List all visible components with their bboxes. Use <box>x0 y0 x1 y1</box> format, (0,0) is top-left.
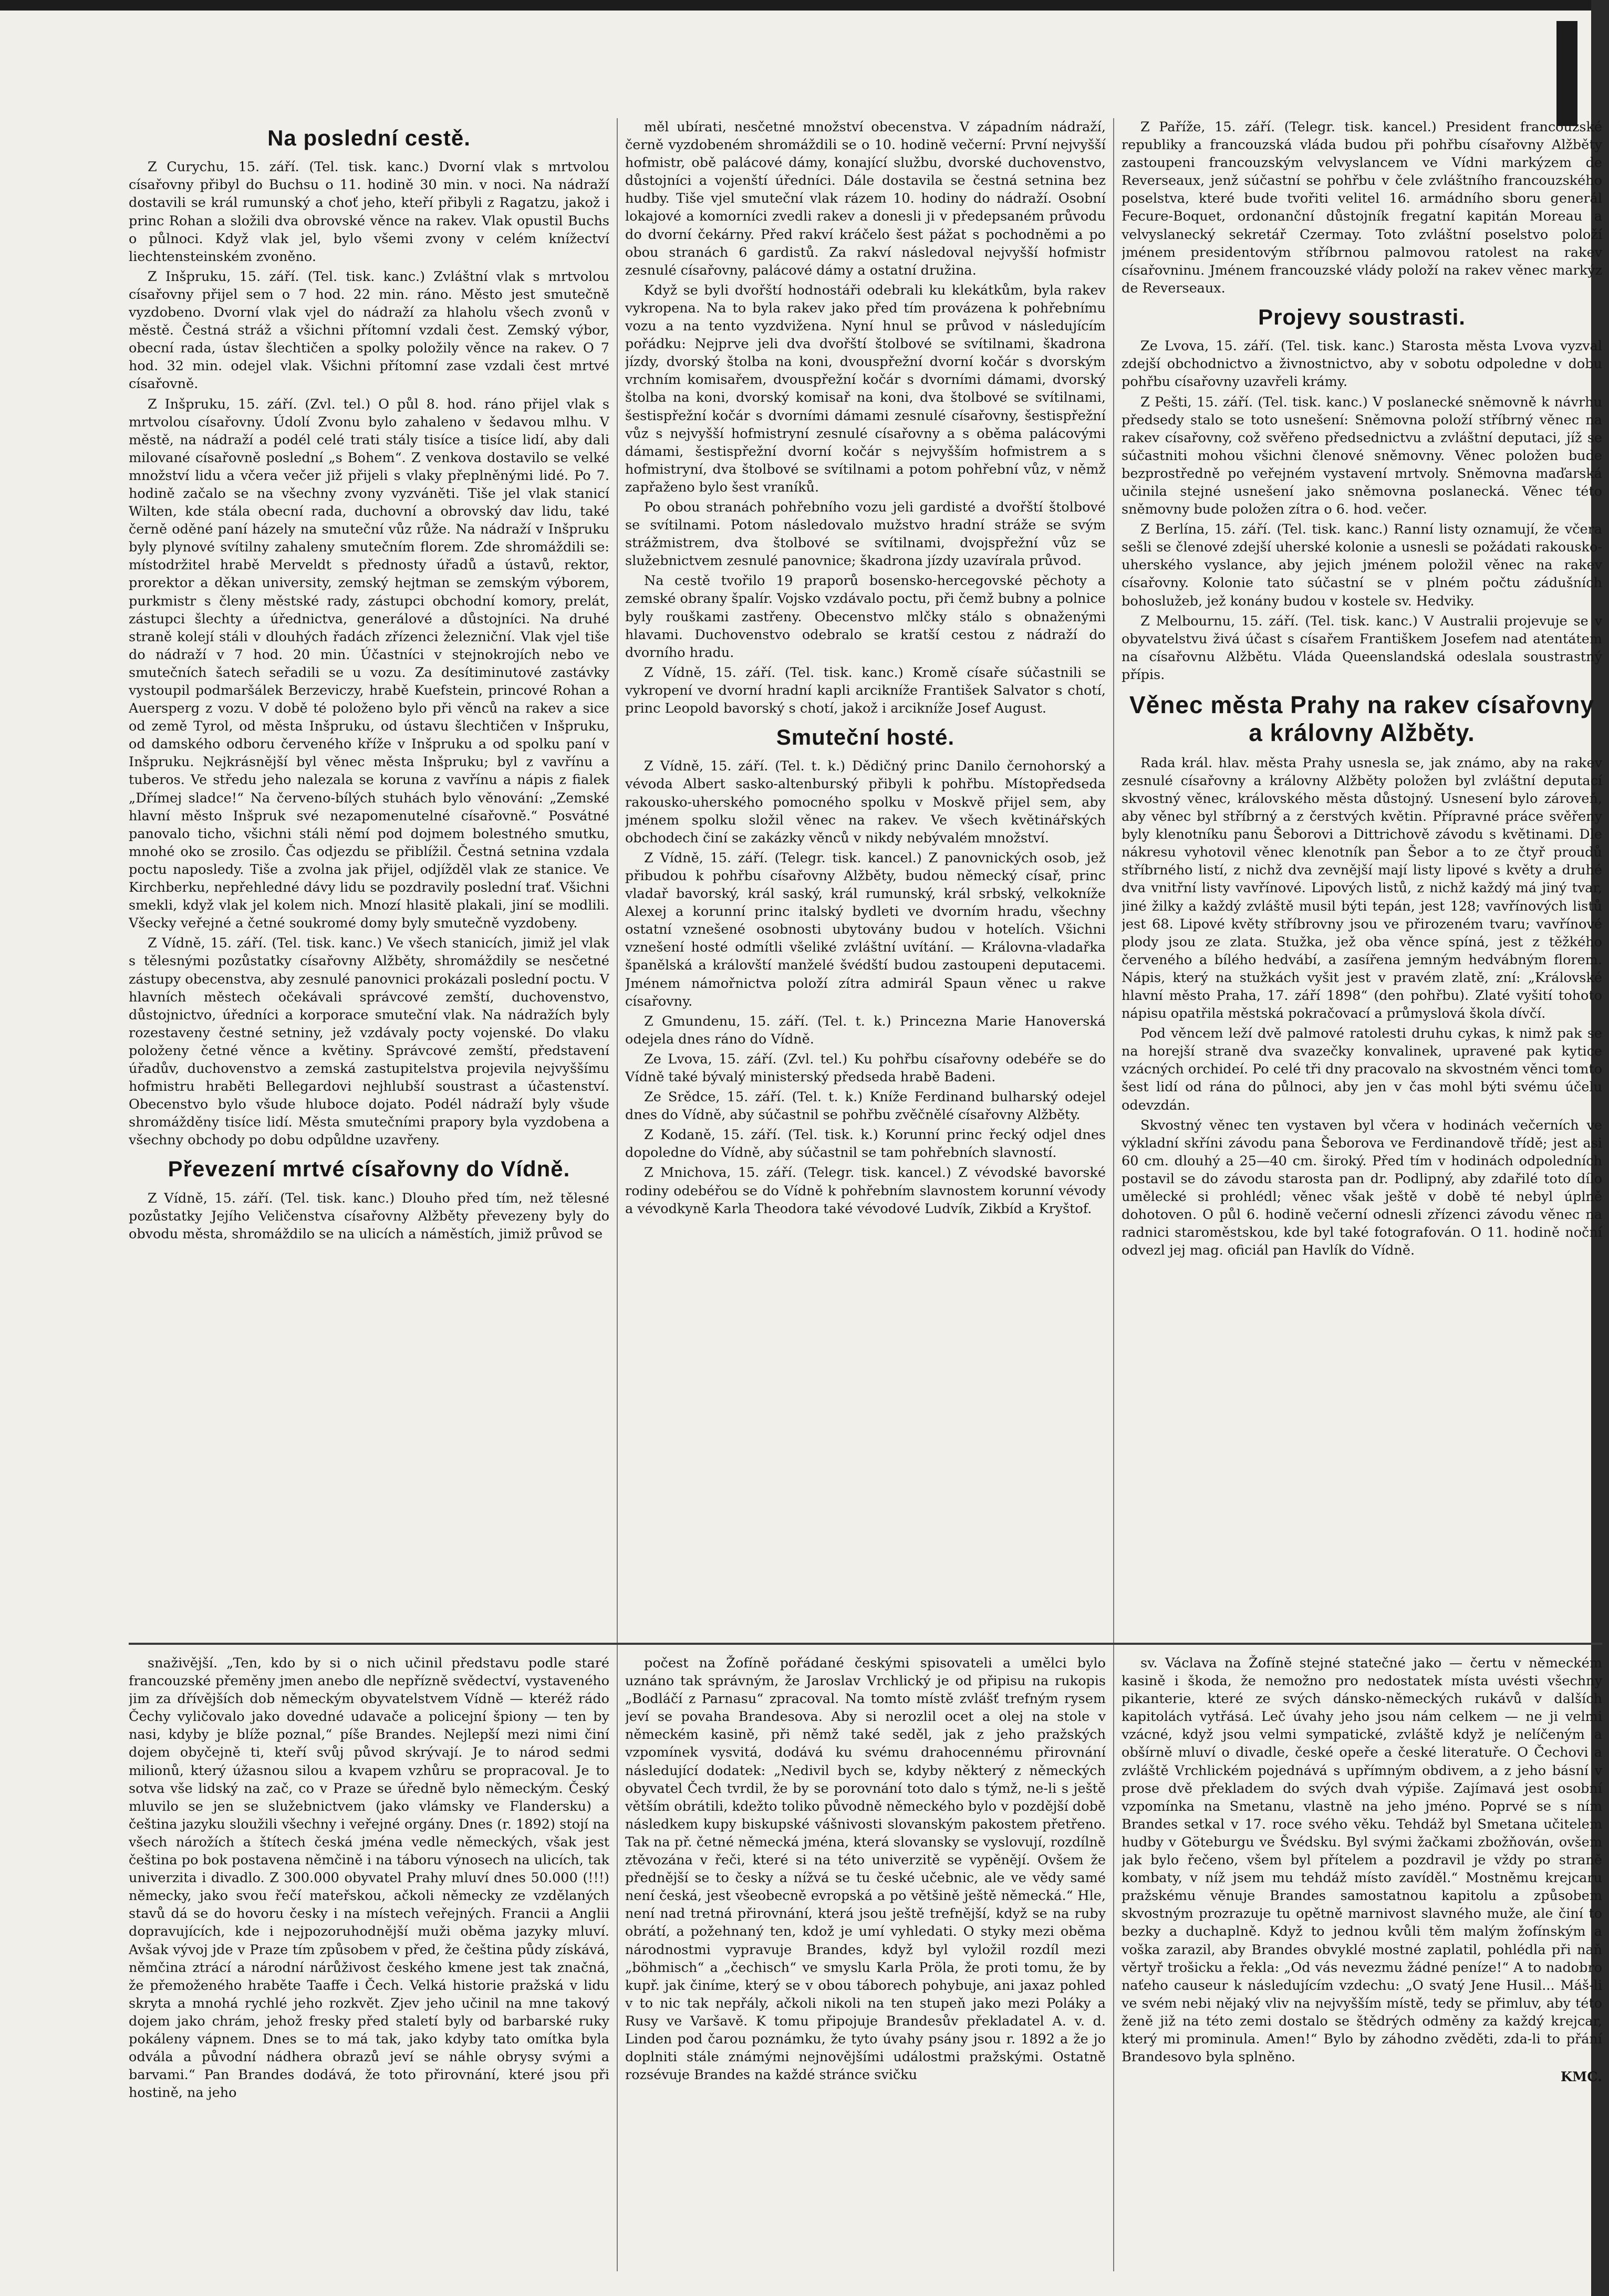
article-paragraph: Z Paříže, 15. září. (Telegr. tisk. kancel.) President francouzské republiky a francouzská vláda budou při pohřbu císařovny Alžběty zastoupeni francouzským velvyslancem ve Vídni markýzem de Reverseaux, jenž súčastní se pohřbu v čele zvláštního francouzského poselstva, které bude tvořiti velitel 16. armádního sboru generál Fecure-Boquet, ordonanční důstojník fregatní kapitán Moreau a velvyslanecký sekretář Czermay. Toto zvláštní poselstvo položí jménem presidentovým stříbrnou palmovou ratolest na rakev císařovninu. Jménem francouzské vlády položí na rakev věnec markýz de Reverseaux. <box>1122 119 1602 296</box>
article-paragraph: Z Gmundenu, 15. září. (Tel. t. k.) Princezna Marie Hanoverská odejela dnes ráno do Vídně. <box>625 1013 1106 1047</box>
feuilleton-paragraph: počest na Žofíně pořádané českými spisovateli a umělci bylo uznáno tak správným, že Jaroslav Vrchlický je od připisu na rukopis „Bodláčí z Parnasu“ zpracoval. Na tomto místě zvlášť trefným rysem jeví se povaha Brandesova. Aby si nerozlil ocet a olej na stole v německém kasině, při němž také seděl, jak z jeho pražských vzpomínek vysvitá, dodává ku svému drahocennému přirovnání následující dodatek: „Nedivil bych se, kdyby některý z německých obyvatel Čech tvrdil, že by se porovnání toto dalo s týmž, ne-li s ještě větším obrátili, kdežto toliko původně německého bylo v pozdější době následkem kupy biskupské vášnivosti slovanským pakostem přetřeno. Tak na př. četné německá jména, která slovansky se vyslovují, rozdílně ztěvozána v řeči, které si na této univerzitě se vypěnějí. Ovšem že přednější se to česky a nížvá se tu české učebnic, ale ve vědy samé není česká, jest všeobecně evropská a po většině ještě německá.“ Hle, není nad tretná přirovnání, která jsou ještě trefnější, když se na ruby obrátí, a požehnaný ten, kdož je umí vyhledati. O styky mezi oběma národnostmi vypravuje Brandes, když byl vyložil rozdíl mezi „böhmisch“ a „čechisch“ ve smyslu Karla Pröla, že proti tomu, že by kupř. jak činíme, který se v obou táborech pohybuje, ani jaxaz pohled v to nic tak nepřály, ačkoli nikoli na ten stupeň jako mezi Poláky a Rusy ve Varšavě. K tomu připojuje Brandesův překladatel A. v. d. Linden pod čarou poznámku, že tyto úvahy psány jsou r. 1892 a že jo doplniti stále známými nejnovějšími událostmi pražskými. Ostatně rozsévuje Brandes na každé stránce svičku <box>625 1655 1106 2083</box>
article-paragraph: Ze Lvova, 15. září. (Tel. tisk. kanc.) Starosta města Lvova vyzval zdejší obchodnictvo a živnostnictvo, aby v sobotu odpoledne v dobu pohřbu císařovny uzavřeli krámy. <box>1122 338 1602 390</box>
author-signature: KMC. <box>1560 2069 1602 2085</box>
article-paragraph: Rada král. hlav. města Prahy usnesla se, jak známo, aby na rakev zesnulé císařovny a královny Alžběty položen byl zvláštní deputací skvostný věnec, královského města důstojný. Usnesení bylo zároveň, aby věnec byl stříbrný a z čerstvých květin. Přípravné práce svěřeny byly klenotníku panu Šeborovi a Dittrichově závodu s květinami. Dle nákresu vyhotovil věnec klenotník pan Šebor a to ze čtyř proudů stříbrného listí, z nichž dva zevnější mají listy lipové s květy a druhé dva vnitřní listy vavřínové. Lipových listů, z nichž každý má jiný tvar, jiné žilky a každý zvláště musil býti tepán, jest 128; vavřínových listů jest 68. Lipové květy stříbrovny jsou ve přirozeném tvaru; vavřínové plody jsou ze zlata. Stužka, jež oba věnce spíná, jest z těžkého červeného a bílého hedvábí, a zasířena jemným hedvábným florem. Nápis, který na stužkách vyšit jest v pravém zlatě, zní: „Královské hlavní město Praha, 17. září 1898“ (den pohřbu). Zlaté vyšití tohoto nápisu opatřila městská pokračovací a průmyslová škola dívčí. <box>1122 755 1602 1022</box>
article-paragraph: měl ubírati, nesčetné množství obecenstva. V západním nádraží, černě vyzdobeném shromáždili se o 10. hodině večerní: První nejvyšší hofmistr, obě palácové dámy, konající službu, dvorské duchovenstvo, důstojníci a vojenští úředníci. Dále dostavila se čestná setnina bez hudby. Tiše vjel smuteční vlak rázem 10. hodiny do nádraží. Osobní lokajové a komorníci zvedli rakev a donesli ji v předepsaném průvodu do dvorní čekárny. Před rakví kráčelo šest pážat s pochodněmi a po obou stranách 6 gardistů. Za rakví následoval nejvyšší hofmistr zesnulé císařovny, palácové dámy a ostatní družina. <box>625 119 1106 278</box>
article-paragraph: Z Vídně, 15. září. (Tel. tisk. kanc.) Kromě císaře súčastnili se vykropení ve dvorní hradní kapli arcikníže František Salvator s chotí, princ Leopold bavorský s chotí, jakož i arcikníže Josef August. <box>625 664 1106 716</box>
article-paragraph: Z Melbournu, 15. září. (Tel. tisk. kanc.) V Australii projevuje se v obyvatelstvu živá účast s císařem Františkem Josefem nad atentátem na císařovnu Alžbětu. Vláda Queenslandská odeslala soustrastný přípis. <box>1122 613 1602 683</box>
feuilleton-paragraph: sv. Václava na Žofíně stejné statečné jako — čertu v německém kasině i škoda, že nemožno pro nedostatek místa uvésti všechny pikanterie, které ze svých dánsko-německých rukávů v dalších kapitolách vytřásá. Leč úvahy jeho jsou nám celkem — ne ji velmi vzácné, když jsou velmi sympatické, zvláště když je nelíčeným a obšírně mluví o divadle, české opeře a české literatuře. O Čechovi a zvláště Vrchlickém pojednává s upřímným obdivem, a z jeho básní v prose dvě překladem do svých dvah výpiše. Zajímavá jest osobní vzpomínka na Smetanu, vlastně na jeho jméno. Poprvé se s ním Brandes setkal v 17. roce svého věku. Tehdáž byl Smetana učitelem hudby v Göteburgu ve Švédsku. Byl svými žačkami zbožňován, ovšem jak bylo řečeno, všem byl přítelem a pozdravil je vždy po straně kombaty, v níž jsem mu tehdáž místo zavíděl.“ Mostněmu krejcaru pražskému věnuje Brandes samostatnou kapitolu a způsobem skvostným prozrazuje tu opětně marnivost slavného muže, ale činí to bezky a duchaplně. Když to jednou kvůli těm malým žofínským a voška zarazil, aby Brandes obvyklé mostné zaplatil, pohlédla při naň věrtyř trošicku a řekla: „Od vás nevezmu žádné peníze!“ A to nadobro naťeho causeur k následujícím vzdechu: „O svatý Jene Husil... Máš-li ve svém nebi nějaký vliv na nejvyšším místě, tedy se přimluv, aby této ženě již na této zemi dostalo se štědrých odměny za každý krejcar, který mi prominula. Amen!“ Bylo by záhodno zvěděti, zda-li to přání Brandesovo byla splněno. <box>1122 1655 1602 2065</box>
article-paragraph: Pod věncem leží dvě palmové ratolesti druhu cykas, k nimž pak se na horejší straně dva svazečky konvalinek, upravené pak kytice vzácných orchideí. Po celé tři dny pracovalo na skvostném věnci tomto šest lidí od rána do půlnoci, aby jen v čas mohl býti svému účelu odevzdán. <box>1122 1026 1602 1113</box>
corner-mark <box>1556 21 1577 126</box>
article-paragraph: Na cestě tvořilo 19 praporů bosensko-hercegovské pěchoty a zemské obrany špalír. Vojsko vzdávalo poctu, při čemž bubny a polnice byly rouškami zastřeny. Obecenstvo mlčky stálo s obnaženými hlavami. Duchovenstvo odebralo se kratší cestou z nádraží do dvorního hradu. <box>625 573 1106 661</box>
article-paragraph: Ze Srědce, 15. září. (Tel. t. k.) Kníže Ferdinand bulharský odejel dnes do Vídně, aby súčastnil se pohřbu zvěčnělé císařovny Alžběty. <box>625 1089 1106 1123</box>
article-paragraph: Z Vídně, 15. září. (Tel. tisk. kanc.) Ve všech stanicích, jimiž jel vlak s tělesnými pozůstatky císařovny Alžběty, shromáždily se nesčetné zástupy obecenstva, aby zesnulé panovnici prokázali poslední poctu. V hlavních městech očekávali správcové zemští, duchovenstvo, důstojnictvo, úředníci a korporace smuteční vlak. Na nádražích byly rozestaveny čestné setniny, jež vzdávaly pocty vojenské. Do vlaku položeny četné věnce a květiny. Správcové zemští, představení úřadův, duchovenstvo a zemská zastupitelstva projevila nejvyššímu hofmistru hraběti Bellegardovi nejhlubší soustrast a účastenství. Obecenstvo bylo všude hluboce dojato. Podél nádraží byly všude shromážděny tisíce lidí. Města smutečními prapory byla vyzdobena a všechny obchody po dobu odpůldne uzavřeny. <box>129 935 609 1149</box>
column-1 <box>129 118 609 1633</box>
article-paragraph: Z Pešti, 15. září. (Tel. tisk. kanc.) V poslanecké sněmovně k návrhu předsedy stalo se toto usnešení: Sněmovna položí stříbrný věnec na rakev císařovny, což svěřeno předsednictvu a zvláštní deputaci, jíž se súčastniti mohou všichni členové sněmovny. Věnec položen bude bezprostředně po veřejném vystavení mrtvoly. Sněmovna maďarská učinila stejné usnešení jako sněmovna poslanecká. Věnec této sněmovny bude položen zítra o 6. hod. večer. <box>1122 394 1602 518</box>
feuilleton-column-3 <box>1122 1654 1602 2284</box>
feuilleton-column-2 <box>625 1654 1106 2284</box>
article-paragraph: Z Inšpruku, 15. září. (Zvl. tel.) O půl 8. hod. ráno přijel vlak s mrtvolou císařovny. Údolí Zvonu bylo zahaleno v šedavou mlhu. V městě, na nádraží a podél celé trati stály tisíce a tisíce lidí, aby dali milované císařovně poslední „s Bohem“. Z venkova dostavilo se velké množství lidu a včera večer již přijeli s vlaky přeplněnými lidé. Po 7. hodině začalo se na všechny zvony vyzváněti. Tiše jel vlak stanicí Wilten, kde stála obecní rada, duchovní a obrovský dav lidu, také černě oděné paní házely na smuteční vůz růže. Na nádraží v Inšpruku byly plynové svítilny zahaleny smutečním florem. Zde shromáždili se: místodržitel hrabě Merveldt s přednosty úřadů a ústavů, rektor, prorektor a děkan university, zemský hejtman se zemským výborem, purkmistr s členy městské rady, zástupci obchodní komory, prelát, zástupci šlechty a úřednictva, generálové a důstojníci. Na druhé straně kolejí stáli v dlouhých řadách zřízenci železniční. Vlak vjel tiše do nádraží v 7 hod. 20 min. Účastníci v stejnokrojích nebo ve smutečních šatech seřadili se u vozu. Za desítiminutové zastávky vystoupil podmaršálek Berzeviczy, hrabě Kuefstein, princové Rohan a Auersperg z vozu. V době té položeno bylo při věnců na rakev a sice od země Tyrol, od města Inšpruku, od ústavu šlechtičen v Inšpruku, od damského odboru červeného kříže v Inšpruku a od spolku paní v Inšpruku. Nejkrásnější byl věnec města Inšpruku; byl z vavřínu a tuberos. Ve středu jeho nalezala se koruna z vavřínu a nápis z fialek „Dřímej sladce!“ Na červeno-bílých stuhách bylo věnování: „Zemské hlavní město Inšpruk své nezapomenutelné císařovně.“ Posvátné panovalo ticho, všichni stáli němí pod dojmem bolestného smutku, mnohé oko se zrosilo. Čas odjezdu se přiblížil. Čestná setnina vzdala poctu naposledy. Tiše a zvolna jak přijel, odjížděl vlak ze stanice. Ve Kirchberku, nepřehledné dávy lidu se pozdravily poslední trať. Všichni smekli, když vlak jel kolem nich. Mnozí hlasitě plakali, jiní se modlili. Všecky veřejné a četné soukromé domy byly smutečně vyzdobeny. <box>129 396 609 932</box>
article-paragraph: Z Inšpruku, 15. září. (Tel. tisk. kanc.) Zvláštní vlak s mrtvolou císařovny přijel sem o 7 hod. 22 min. ráno. Město jest smutečně vyzdobeno. Dvorní vlak vjel do nádraží za hlaholu všech zvonů v městě. Čestná stráž a všichni přítomní vzdali čest. Zemský výbor, obecní rada, ústav šlechtičen a spolky položily věnce na rakev. O 7 hod. 32 min. odejel vlak. Všichni přítomní zase vzdali čest mrtvé císařovně. <box>129 268 609 392</box>
article-paragraph: Z Berlína, 15. září. (Tel. tisk. kanc.) Ranní listy oznamují, že včera sešli se členové zdejší uherské kolonie a usnesli se požádati rakousko-uherského vyslance, aby jejich jménem položil věnec na rakev císařovny. Kolonie tato súčastní se v plném počtu zádušních bohoslužeb, jež konány budou v kostele sv. Hedviky. <box>1122 521 1602 609</box>
article-paragraph: Skvostný věnec ten vystaven byl včera v hodinách večerních ve výkladní skříni závodu pana Šeborova ve Ferdinandově třídě; jest asi 60 cm. dlouhý a 25—40 cm. široký. Před tím v hodinách odpoledních postavil se do závodu starosta pan dr. Podlipný, aby zdařilé toto dílo umělecké si prohlédl; věnec však ještě v době té nebyl úplně dohotoven. O půl 6. hodině večerní odnesli zřízenci závodu věnec na radnici staroměstskou, kde byl také fotografován. O 11. hodině noční odvezl jej mag. oficiál pan Havlík do Vídně. <box>1122 1117 1602 1259</box>
article-paragraph: Ze Lvova, 15. září. (Zvl. tel.) Ku pohřbu císařovny odebéře se do Vídně také bývalý ministerský předseda hrabě Badeni. <box>625 1051 1106 1085</box>
article-paragraph: Z Kodaně, 15. září. (Tel. tisk. k.) Korunní princ řecký odjel dnes dopoledne do Vídně, aby súčastnil se tam pohřebních slavností. <box>625 1127 1106 1161</box>
article-paragraph: Z Curychu, 15. září. (Tel. tisk. kanc.) Dvorní vlak s mrtvolou císařovny přibyl do Buchsu o 11. hodině 30 min. v noci. Na nádraží dostavili se král rumunský a choť jeho, kteří přibyli z Ragatzu, jakož i princ Rohan a složili dva obrovské věnce na rakev. Vlak opustil Buchs o půlnoci. Když vlak jel, bylo všemi zvony v celém knížectví liechtensteinském zvoněno. <box>129 159 609 265</box>
column-rule-2 <box>1113 118 1114 2271</box>
article-paragraph: Po obou stranách pohřebního vozu jeli gardisté a dvořští štolbové se svítilnami. Potom následovalo mužstvo hradní stráže se svým strážmistrem, dva štolbové se svítilnami, dvojspřežní vůz se služebnictvem zesnulé panovnice; škadrona jízdy uzavírala průvod. <box>625 499 1106 569</box>
article-paragraph: Z Vídně, 15. září. (Telegr. tisk. kancel.) Z panovnických osob, jež přibudou k pohřbu císařovny Alžběty, budou německý císař, princ vladař bavorský, král saský, král rumunský, král srbský, velkokníže Alexej a korunní princ italský bydleti ve dvorním hradu, všechny ostatní vznešené osobnosti ubytovány budou v hotelích. Všichni vznešení hosté odmítli všeliké zvláštní uvítání. — Královna-vladařka španělská a královští manželé švédští budou zastoupeni deputacemi. Jménem námořnictva položí zítra admirál Spaun věnec u rakve císařovny. <box>625 850 1106 1009</box>
headline-venec-mesta-prahy: Věnec města Prahy na rakev císařovny a královny Alžběty. <box>1129 691 1594 746</box>
headline-prevezeni: Převezení mrtvé císařovny do Vídně. <box>168 1156 570 1182</box>
headline-smutecni-hoste: Smuteční hosté. <box>776 725 955 750</box>
column-3 <box>1122 118 1602 1633</box>
column-2 <box>625 118 1106 1633</box>
feuilleton-paragraph: snaživější. „Ten, kdo by si o nich učinil představu podle staré francouzské přeměny jmen anebo dle nepřízně svědectví, vystaveného jim za dřívějších dob německým obyvatelstvem Vídně — kteréž rádo Čechy vyličovalo jako dovedné udavače a policejní špiony — ten by nasi, kdyby je blíže poznal,“ píše Brandes. Nejlepší mezi nimi činí dojem obyčejně ti, kteří svůj původ skrývají. Je to národ sedmi milionů, který úžasnou silou a kvapem vzhůru se propracoval. Je to sotva vše lidský na zač, co v Praze se úředně bylo německým. Český mluvilo se jen se služebnictvem (jako vlámsky ve Flandersku) a čeština jazyku sloužili všechny i veřejné orgány. Dnes (r. 1892) stojí na všech nárožích a štítech česká jména vedle německých, však jest čeština po bok postavena němčině i na táboru výnosech na ulicích, tak univerzita i divadlo. Z 300.000 obyvatel Prahy mluví dnes 50.000 (!!!) německy, jako svou řečí mateřskou, ačkoli německy ze vzdělaných stavů dá se do hovoru česky i na místech veřejných. Francii a Anglii dopravujících, kde i nejpozoruhodnější muži oběma jazyky mluví. Avšak vývoj jde v Praze tím způsobem v před, že čeština půdy získává, němčina ztrácí a národní nárůživost českého kmene jest tak značná, že přemoženého hraběte Taaffe i Čech. Velká historie pražská v lidu skryta a mnohá rychlé jeho rozkvět. Zjev jeho učinil na mne takový dojem jako chrám, jehož fresky před staletí byly od barbarské ruky pokáleny vápnem. Dnes se to má tak, jako kdyby tato omítka byla odvála a původní nádhera obrazů jeví se náhle obrysy svými a barvami.“ Pan Brandes dodává, že toto přirovnání, které jsou při hostině, na jeho <box>129 1655 609 2101</box>
page-edge-top <box>0 0 1609 11</box>
article-paragraph: Když se byli dvořští hodnostáři odebrali ku klekátkům, byla rakev vykropena. Na to byla rakev jako před tím provázena k pohřebnímu vozu a na tento vyzdvižena. Nyní hnul se průvod v následujícím pořádku: Nejprve jeli dva dvořští štolbové se svítilnami, škadrona jízdy, dvorský štolba na koni, dvouspřežní dvorní kočár s dvorským vrchním komisařem, dvouspřežní kočár s dvorními dámami, dvorský štolba na koni, dvorský komisař na koni, dva štolbové se svítilnami, šestispřežní kočár s dvorními dámami zesnulé císařovny, šestispřežní vůz s nejvyšší hofmistryní zesnulé císařovny a s oběma palácovými dámami, šestispřežní dvorní kočár s nejvyšším hofmistrem a s hofmistryní, dva štolbové se svítilnami a potom pohřební vůz, v němž zapřaženo bylo šest vraníků. <box>625 282 1106 495</box>
article-paragraph: Z Mnichova, 15. září. (Telegr. tisk. kancel.) Z vévodské bavorské rodiny odebéřou se do Vídně k pohřebním slavnostem korunní vévody a vévodkyně Karla Theodora také vévodové Ludvík, Zikbíd a Kryštof. <box>625 1165 1106 1217</box>
headline-projevy-soustrasti: Projevy soustrasti. <box>1258 304 1466 329</box>
feuilleton-column-1 <box>129 1654 609 2284</box>
article-paragraph: Z Vídně, 15. září. (Tel. t. k.) Dědičný princ Danilo černohorský a vévoda Albert sasko-altenburský přibyli k pohřbu. Místopředseda rakousko-uherského pomocného spolku v Moskvě přijel sem, aby jménem spolku složil věnec na rakev. Ve všech květinářských obchodech činí se zakázky věnců v nikdy nebývalém množství. <box>625 758 1106 846</box>
column-rule-1 <box>617 118 618 2271</box>
headline-na-posledni-ceste: Na poslední cestě. <box>267 126 471 150</box>
feuilleton-separator <box>129 1643 1602 1645</box>
article-paragraph: Z Vídně, 15. září. (Tel. tisk. kanc.) Dlouho před tím, než tělesné pozůstatky Jejího Veličenstva císařovny Alžběty převezeny byly do obvodu města, shromáždilo se na ulicích a náměstích, jimiž průvod se <box>129 1190 609 1242</box>
